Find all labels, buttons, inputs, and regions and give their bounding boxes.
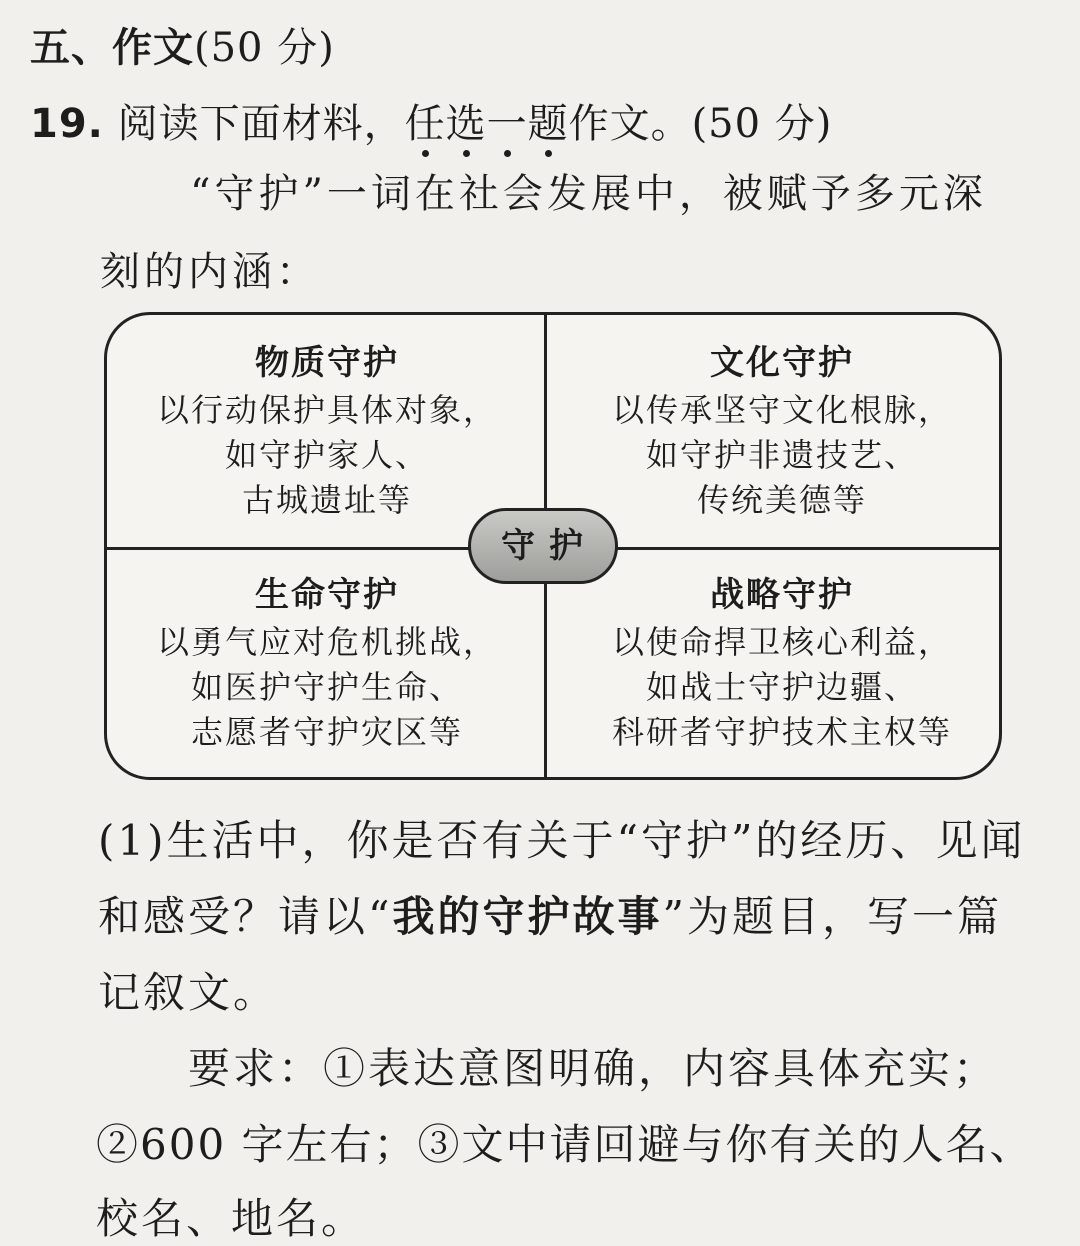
cell-strategic-guardianship	[572, 573, 992, 755]
question-number: 19.	[30, 101, 104, 147]
section-heading	[30, 16, 335, 73]
requirement-line-2: ②600 字左右；③文中请回避与你有关的人名、	[96, 1120, 1034, 1169]
intro-line-2: 刻的内涵：	[100, 249, 320, 295]
cell-text: 以行动保护具体对象，	[156, 391, 497, 429]
diagram-center-label: 守护	[468, 508, 618, 584]
intro-line-1: “守护”一词在社会发展中，被赋予多元深	[190, 171, 987, 217]
cell-material-guardianship	[117, 341, 537, 523]
cell-text: 科研者守护技术主权等	[611, 713, 952, 751]
cell-title: 文化守护	[710, 343, 854, 383]
task-text-after: ”为题目，写一篇	[662, 892, 1002, 941]
task-line-3: 记叙文。	[98, 968, 279, 1017]
cell-title: 物质守护	[255, 343, 399, 383]
question-text-after: 作文。(50 分)	[568, 101, 833, 147]
emphasis-char: 一	[487, 92, 528, 149]
cell-text: 古城遗址等	[241, 481, 412, 519]
task-line-1: (1)生活中，你是否有关于“守护”的经历、见闻	[98, 816, 1026, 865]
cell-title: 战略守护	[710, 575, 854, 615]
cell-text: 传统美德等	[696, 481, 867, 519]
cell-text: 如战士守护边疆、	[645, 668, 918, 706]
emphasis-char: 选	[446, 92, 487, 149]
essay-title: 我的守护故事	[392, 892, 663, 941]
cell-text: 如医护守护生命、	[190, 668, 463, 706]
task-line-2	[98, 884, 1002, 944]
cell-text: 如守护非遗技艺、	[645, 436, 918, 474]
requirement-line-3: 校名、地名。	[96, 1194, 367, 1243]
cell-text: 以使命捍卫核心利益，	[611, 623, 952, 661]
cell-text: 志愿者守护灾区等	[190, 713, 463, 751]
question-text-before: 阅读下面材料，	[117, 101, 405, 147]
emphasis-char: 题	[528, 92, 569, 149]
cell-cultural-guardianship	[572, 341, 992, 523]
question-prompt	[30, 92, 832, 149]
cell-life-guardianship	[117, 573, 537, 755]
section-heading-text: 五、作文	[30, 25, 194, 71]
task-text-before: 和感受？请以“	[98, 892, 393, 941]
section-score: (50 分)	[194, 25, 335, 71]
requirement-line-1: 要求：①表达意图明确，内容具体充实；	[188, 1044, 999, 1093]
cell-text: 如守护家人、	[224, 436, 429, 474]
cell-text: 以勇气应对危机挑战，	[156, 623, 497, 661]
cell-text: 以传承坚守文化根脉，	[611, 391, 952, 429]
cell-title: 生命守护	[255, 575, 399, 615]
emphasis-char: 任	[405, 92, 446, 149]
